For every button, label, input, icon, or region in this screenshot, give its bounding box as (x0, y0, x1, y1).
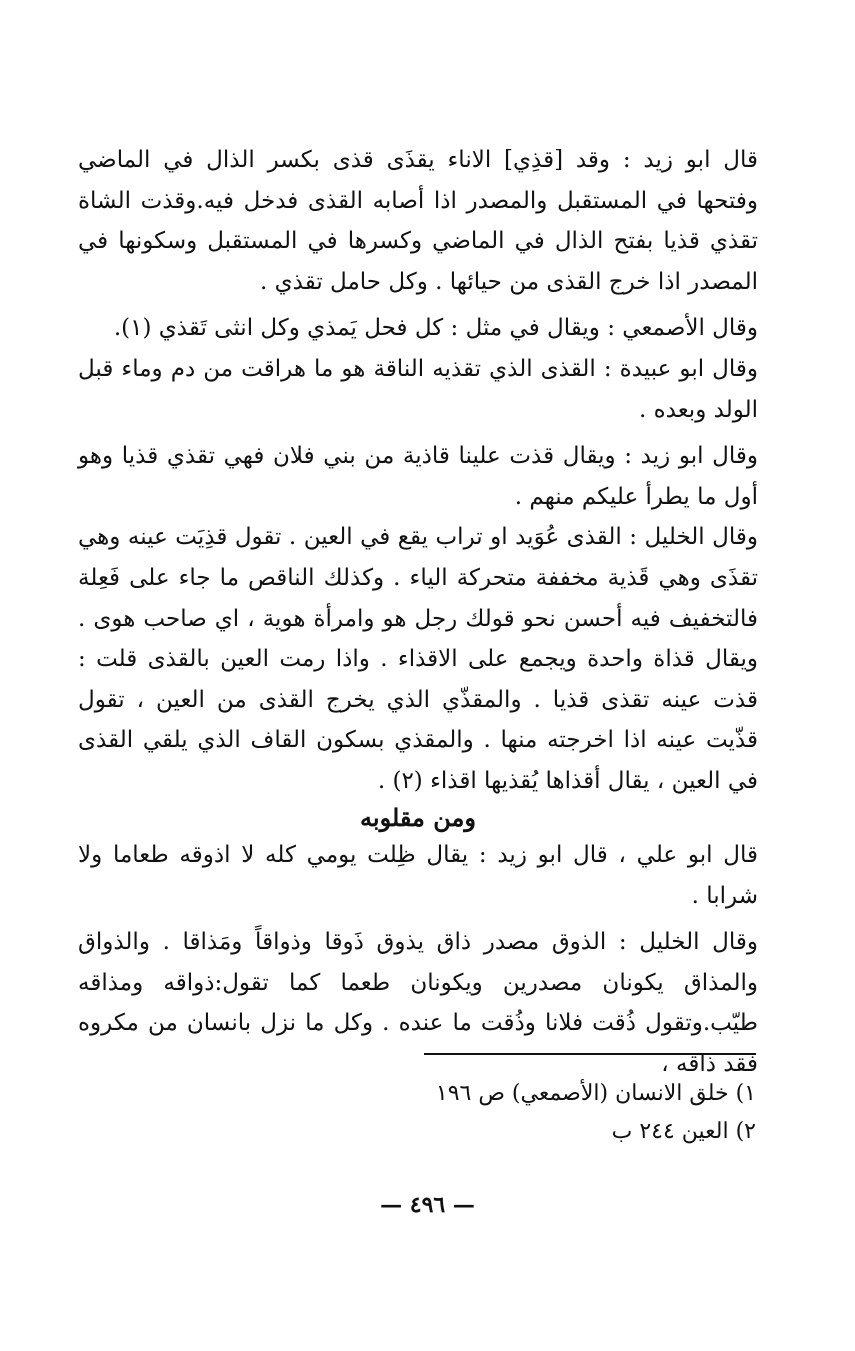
footnotes (380, 1075, 756, 1151)
page-number: — ٤٩٦ — (380, 1192, 475, 1218)
paragraph-abu-zayd-qadhiya: وقال ابو زيد : ويقال قذت علينا قاذية من بني فلان فهي تقذي قذيا وهو أول ما يطرأ عليكم منهم . (78, 443, 758, 510)
footnote-divider (424, 1053, 756, 1055)
footnote-1: ١) خلق الانسان (الأصمعي) ص ١٩٦ (435, 1081, 756, 1106)
section-heading: ومن مقلوبه (360, 803, 476, 832)
paragraph-abu-zayd-qadhi: قال ابو زيد : وقد [قذِي] الاناء يقذَى قذى بكسر الذال في الماضي وفتحها في المستقبل والمصدر اذا أصابه القذى فدخل فيه.وقذت الشاة تقذي قذيا بفتح الذال في الماضي وكسرها في المستقبل وسكونها في المصدر اذا خرج القذى من حيائها . وكل حامل تقذي . (78, 147, 758, 295)
paragraph-abu-ali: قال ابو علي ، قال ابو زيد : يقال ظِلت يومي كله لا اذوقه طعاما ولا شرابا . (78, 842, 758, 909)
paragraph-khalil-dhawq: وقال الخليل : الذوق مصدر ذاق يذوق ذَوقا وذواقاً ومَذاقا . والذواق والمذاق يكونان مصدرين ويكونان طعما كما تقول:ذواقه ومذاقه طيّب.وتقول ذُقت فلانا وذُقت ما عنده . وكل ما نزل بانسان من مكروه فقد ذاقه ، (78, 929, 758, 1077)
main-text (78, 140, 758, 802)
section-text (78, 835, 758, 1085)
footnote-2: ٢) العين ٢٤٤ ب (611, 1119, 756, 1144)
paragraph-asmai: وقال الأصمعي : ويقال في مثل : كل فحل يَمذي وكل انثى تَقذي (١). (113, 315, 758, 342)
paragraph-abu-ubayda: وقال ابو عبيدة : القذى الذي تقذيه الناقة هو ما هراقت من دم وماء قبل الولد وبعده . (78, 355, 758, 423)
paragraph-khalil-qadha: وقال الخليل : القذى عُوَيد او تراب يقع في العين . تقول قذِيَت عينه وهي تقذَى وهي قَذية مخففة متحركة الياء . وكذلك الناقص ما جاء على فَعِلة فالتخفيف فيه أحسن نحو قولك رجل هو وامرأة هوية ، اي صاحب هوى . ويقال قذاة واحدة ويجمع على الاقذاء . واذا رمت العين بالقذى قلت : قذت عينه تقذى قذيا . والمقذّي الذي يخرج القذى من العين ، تقول قذّيت عينه اذا اخرجته منها . والمقذي بسكون القاف الذي يلقي القذى في العين ، يقال أقذاها يُقذيها اقذاء (٢) . (78, 524, 758, 794)
